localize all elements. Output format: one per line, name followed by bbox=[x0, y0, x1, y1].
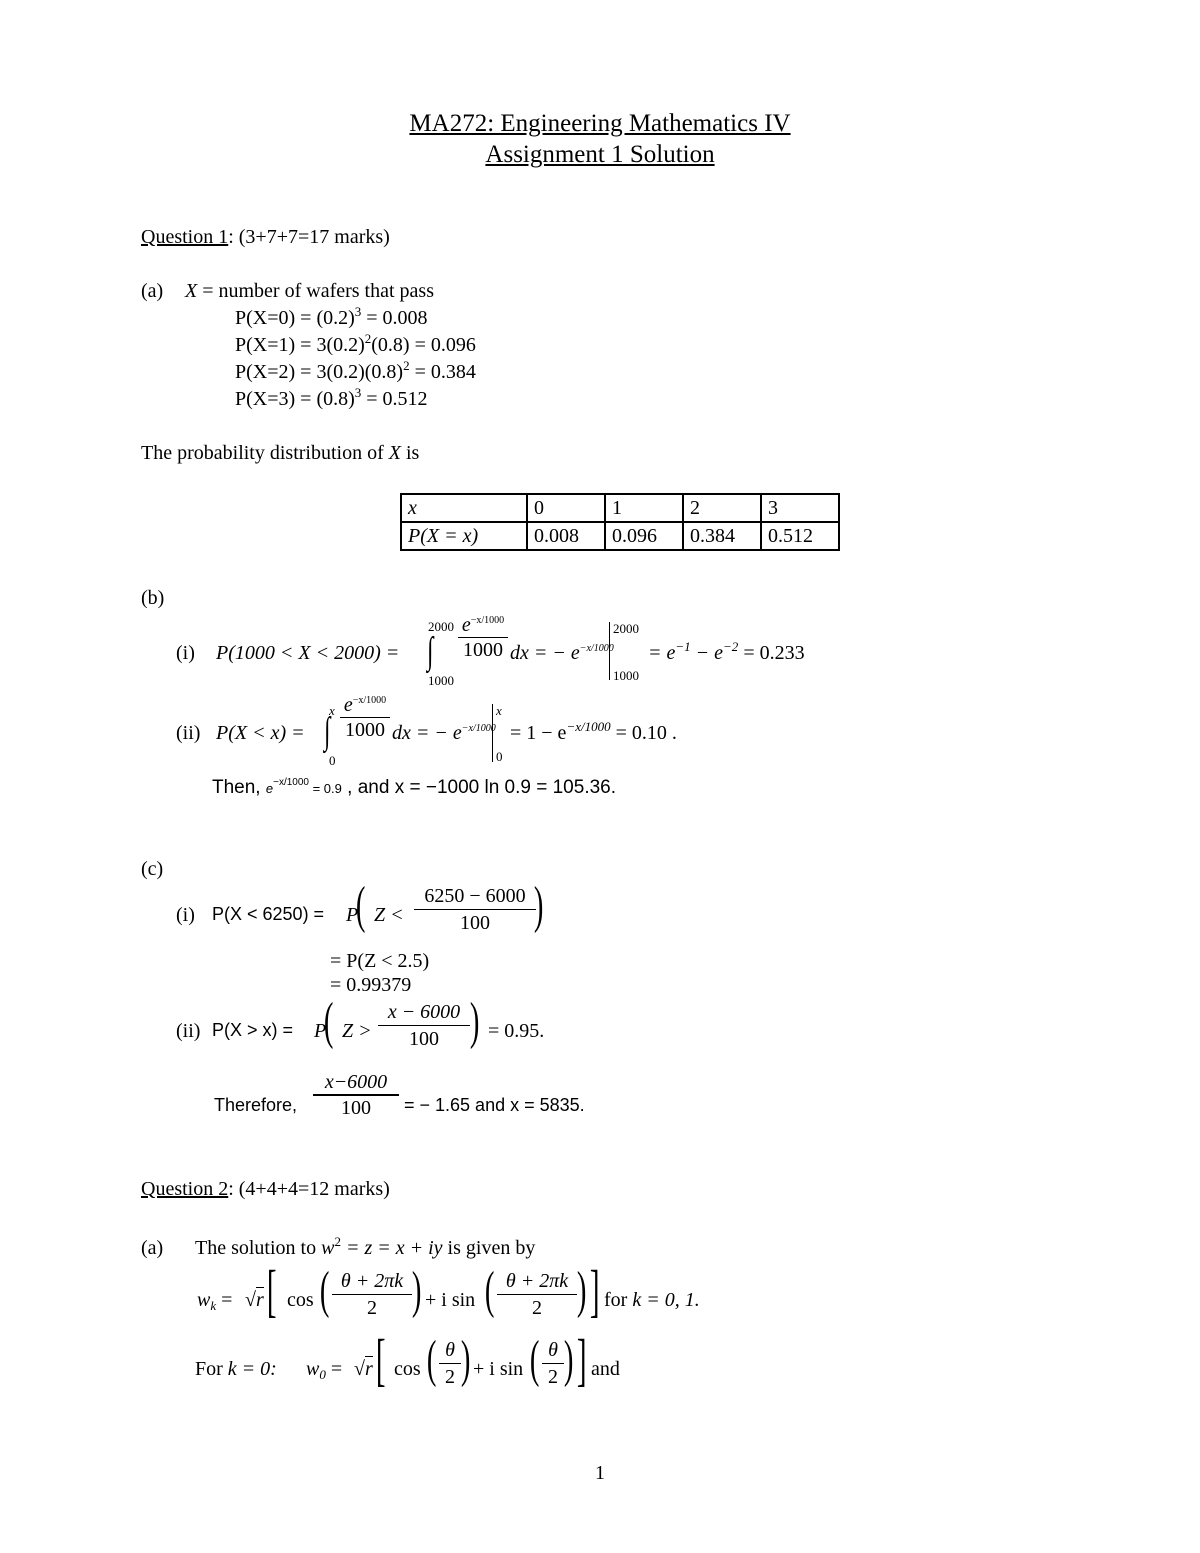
for-k bbox=[604, 1290, 700, 1310]
part-b-i-label: (i) bbox=[176, 642, 195, 664]
eval-lower: 0 bbox=[496, 749, 503, 764]
prob-sup: 3 bbox=[354, 385, 362, 400]
fraction-den: 2 bbox=[332, 1294, 412, 1318]
sqrt-r-var: r bbox=[255, 1289, 264, 1311]
prob-rhs: = 0.512 bbox=[361, 388, 428, 410]
integral-lhs: P(X < x) = bbox=[216, 722, 305, 744]
fraction-num: θ + 2πk bbox=[340, 1270, 404, 1292]
result-sup2: −2 bbox=[723, 639, 739, 654]
for-k0 bbox=[195, 1359, 277, 1379]
integral-dx bbox=[392, 723, 496, 743]
fraction-den: 2 bbox=[439, 1363, 461, 1387]
right-paren-icon: ) bbox=[460, 1331, 471, 1388]
prob-lhs: P(X=2) = 3(0.2)(0.8) bbox=[235, 361, 404, 383]
integrand-exp: −x/1000 bbox=[352, 695, 387, 706]
eval-exp: −x/1000 bbox=[579, 643, 614, 654]
evaluation-bar bbox=[609, 622, 610, 680]
integrand-den: 1000 bbox=[340, 717, 390, 740]
right-bracket-icon: ] bbox=[576, 1327, 587, 1392]
question-2-label: Question 2 bbox=[141, 1178, 229, 1200]
fraction-den: 2 bbox=[497, 1294, 577, 1318]
half-angle-fraction bbox=[542, 1340, 564, 1387]
question-2-marks: : (4+4+4=12 marks) bbox=[228, 1178, 390, 1200]
integral-upper-limit: x bbox=[329, 703, 335, 718]
integrand-fraction bbox=[458, 615, 508, 660]
dist-is: is bbox=[400, 442, 420, 464]
distribution-table bbox=[400, 493, 840, 551]
question-2-heading bbox=[141, 1179, 390, 1199]
eq-sup: 2 bbox=[334, 1234, 341, 1249]
eval-upper: x bbox=[496, 703, 502, 718]
fraction-num: θ + 2πk bbox=[505, 1270, 569, 1292]
then-rest: , and x = −1000 ln 0.9 = 105.36. bbox=[341, 777, 617, 798]
document-title: MA272: Engineering Mathematics IV bbox=[409, 110, 791, 137]
normal-lhs: P(X > x) = bbox=[212, 1020, 294, 1040]
part-c-label: (c) bbox=[141, 858, 164, 880]
q2-part-a-label: (a) bbox=[141, 1237, 164, 1259]
fraction-den: 100 bbox=[378, 1025, 470, 1049]
result-b: = 0.10 . bbox=[610, 722, 677, 744]
therefore-fraction bbox=[313, 1072, 399, 1118]
for-text: for bbox=[604, 1289, 633, 1311]
integral-result bbox=[648, 639, 805, 664]
result-b: − e bbox=[690, 642, 724, 664]
then-e: e bbox=[265, 781, 274, 796]
part-b-label: (b) bbox=[141, 587, 165, 609]
document-subtitle: Assignment 1 Solution bbox=[485, 141, 715, 168]
table-cell: 1 bbox=[605, 494, 683, 522]
dist-var: X bbox=[388, 442, 401, 464]
sqrt-icon: √ bbox=[245, 1289, 256, 1311]
wk-sub: k bbox=[210, 1298, 217, 1313]
and-text: and bbox=[591, 1358, 620, 1380]
definition-text: = number of wafers that pass bbox=[197, 280, 434, 302]
page-number: 1 bbox=[595, 1462, 605, 1484]
plus-i-sin: + i sin bbox=[473, 1358, 524, 1380]
wk-lhs bbox=[197, 1289, 233, 1313]
table-cell: 0.008 bbox=[527, 522, 605, 550]
integral-lhs: P(1000 < X < 2000) = bbox=[216, 642, 400, 664]
part-c-ii-label: (ii) bbox=[176, 1020, 201, 1042]
sqrt-r-var: r bbox=[364, 1358, 373, 1380]
w0-eq: = bbox=[325, 1358, 343, 1380]
fraction-num: x−6000 bbox=[324, 1071, 388, 1093]
therefore-rest: = − 1.65 and x = 5835. bbox=[404, 1095, 585, 1115]
integral-lower-limit: 1000 bbox=[428, 673, 454, 688]
table-row bbox=[401, 494, 839, 522]
w0-sub: 0 bbox=[319, 1367, 326, 1382]
prob-rhs: = 0.008 bbox=[361, 307, 428, 329]
integrand-e: e bbox=[343, 694, 353, 716]
k-values: k = 0, 1. bbox=[632, 1289, 700, 1311]
right-paren-icon: ) bbox=[563, 1331, 574, 1388]
integrand-den: 1000 bbox=[458, 637, 508, 660]
wk-eq: = bbox=[216, 1289, 233, 1311]
integral-sign-icon: ∫ bbox=[427, 630, 434, 672]
left-paren-icon: ( bbox=[319, 1262, 330, 1319]
eval-upper: 2000 bbox=[613, 621, 639, 636]
angle-fraction bbox=[497, 1271, 577, 1318]
then-prefix: Then, bbox=[212, 777, 266, 798]
right-paren-icon: ) bbox=[469, 993, 480, 1050]
normal-p: P bbox=[346, 904, 359, 926]
table-cell: P(X = x) bbox=[401, 522, 527, 550]
for-text: For bbox=[195, 1358, 228, 1380]
part-a-definition bbox=[185, 281, 434, 301]
result-sup: −x/1000 bbox=[566, 719, 611, 734]
then-exp: −x/1000 bbox=[273, 777, 309, 788]
integrand-e: e bbox=[461, 614, 471, 636]
table-cell: 0.512 bbox=[761, 522, 839, 550]
integrand-fraction bbox=[340, 695, 390, 740]
var-x: X bbox=[185, 280, 198, 302]
fraction-den: 100 bbox=[313, 1094, 399, 1118]
sqrt-icon: √ bbox=[354, 1358, 365, 1380]
integral-dx bbox=[510, 643, 614, 663]
prob-sup: 2 bbox=[364, 331, 372, 346]
w0: w bbox=[306, 1358, 320, 1380]
standardize-fraction bbox=[414, 886, 536, 933]
normal-p: P bbox=[314, 1020, 327, 1042]
q2-intro bbox=[195, 1234, 536, 1259]
left-paren-icon: ( bbox=[484, 1262, 495, 1319]
intro-end: is given by bbox=[442, 1237, 536, 1259]
part-a-label: (a) bbox=[141, 280, 164, 302]
normal-rhs: = 0.95. bbox=[488, 1020, 545, 1042]
fraction-num: θ bbox=[445, 1339, 455, 1361]
dist-intro-text: The probability distribution of bbox=[141, 442, 389, 464]
eq-rest: = z = x + iy bbox=[340, 1237, 443, 1259]
integral-result bbox=[510, 719, 677, 744]
therefore-prefix: Therefore, bbox=[214, 1095, 298, 1115]
prob-lhs: P(X=0) = (0.2) bbox=[235, 307, 355, 329]
w0-lhs bbox=[306, 1358, 343, 1382]
prob-line-2 bbox=[235, 358, 476, 383]
part-c-i-label: (i) bbox=[176, 904, 195, 926]
question-1-marks: : (3+7+7=17 marks) bbox=[228, 226, 390, 248]
prob-line-0 bbox=[235, 304, 428, 329]
table-cell: 3 bbox=[761, 494, 839, 522]
eval-exp: −x/1000 bbox=[461, 723, 496, 734]
left-paren-icon: ( bbox=[529, 1331, 540, 1388]
eq-w: w bbox=[321, 1237, 335, 1259]
prob-lhs: P(X=3) = (0.8) bbox=[235, 388, 355, 410]
right-paren-icon: ) bbox=[576, 1262, 587, 1319]
fraction-num: x − 6000 bbox=[387, 1001, 461, 1023]
evaluation-bar bbox=[492, 704, 493, 762]
table-cell: x bbox=[401, 494, 527, 522]
normal-z: Z < bbox=[374, 904, 404, 926]
right-bracket-icon: ] bbox=[589, 1258, 600, 1323]
prob-line-1 bbox=[235, 331, 476, 356]
result-c: = 0.233 bbox=[738, 642, 805, 664]
fraction-num: 6250 − 6000 bbox=[424, 885, 526, 907]
right-paren-icon: ) bbox=[411, 1262, 422, 1319]
left-bracket-icon: [ bbox=[266, 1258, 277, 1323]
prob-line-3 bbox=[235, 385, 428, 410]
prob-sup: 3 bbox=[354, 304, 362, 319]
left-paren-icon: ( bbox=[323, 993, 334, 1050]
sqrt-r bbox=[245, 1290, 264, 1310]
integral-sign-icon: ∫ bbox=[324, 710, 331, 752]
table-cell: 0.096 bbox=[605, 522, 683, 550]
fraction-den: 100 bbox=[414, 909, 536, 933]
left-paren-icon: ( bbox=[426, 1331, 437, 1388]
prob-lhs: P(X=1) = 3(0.2) bbox=[235, 334, 365, 356]
table-cell: 2 bbox=[683, 494, 761, 522]
k0-text: k = 0: bbox=[227, 1358, 277, 1380]
standardize-fraction bbox=[378, 1002, 470, 1049]
result-sup1: −1 bbox=[675, 639, 691, 654]
wk: w bbox=[197, 1289, 211, 1311]
intro-text: The solution to bbox=[195, 1237, 322, 1259]
dx-text: dx = − e bbox=[392, 722, 462, 744]
integrand-exp: −x/1000 bbox=[470, 615, 505, 626]
then-line bbox=[212, 778, 616, 797]
part-b-ii-label: (ii) bbox=[176, 722, 201, 744]
dx-text: dx = − e bbox=[510, 642, 580, 664]
table-row bbox=[401, 522, 839, 550]
then-val: = 0.9 bbox=[308, 781, 342, 796]
eval-lower: 1000 bbox=[613, 668, 639, 683]
integral-lower-limit: 0 bbox=[329, 753, 336, 768]
prob-sup: 2 bbox=[403, 358, 410, 373]
question-1-heading bbox=[141, 227, 390, 247]
question-1-label: Question 1 bbox=[141, 226, 229, 248]
normal-z: Z > bbox=[342, 1020, 372, 1042]
half-angle-fraction bbox=[439, 1340, 461, 1387]
distribution-intro bbox=[141, 443, 419, 463]
normal-lhs: P(X < 6250) = bbox=[212, 904, 325, 924]
integral-upper-limit: 2000 bbox=[428, 619, 454, 634]
table-cell: 0.384 bbox=[683, 522, 761, 550]
left-bracket-icon: [ bbox=[375, 1327, 386, 1392]
sqrt-r bbox=[354, 1359, 373, 1379]
result-a: = 1 − e bbox=[510, 722, 567, 744]
cos-label: cos bbox=[394, 1358, 421, 1380]
normal-line-2: = P(Z < 2.5) bbox=[330, 950, 430, 972]
fraction-den: 2 bbox=[542, 1363, 564, 1387]
result-a: = e bbox=[648, 642, 676, 664]
prob-rhs: = 0.384 bbox=[409, 361, 476, 383]
table-cell: 0 bbox=[527, 494, 605, 522]
angle-fraction bbox=[332, 1271, 412, 1318]
left-paren-icon: ( bbox=[355, 877, 366, 934]
cos-label: cos bbox=[287, 1289, 314, 1311]
normal-line-3: = 0.99379 bbox=[330, 974, 412, 996]
right-paren-icon: ) bbox=[533, 877, 544, 934]
fraction-num: θ bbox=[548, 1339, 558, 1361]
plus-i-sin: + i sin bbox=[425, 1289, 476, 1311]
prob-rhs: (0.8) = 0.096 bbox=[371, 334, 476, 356]
